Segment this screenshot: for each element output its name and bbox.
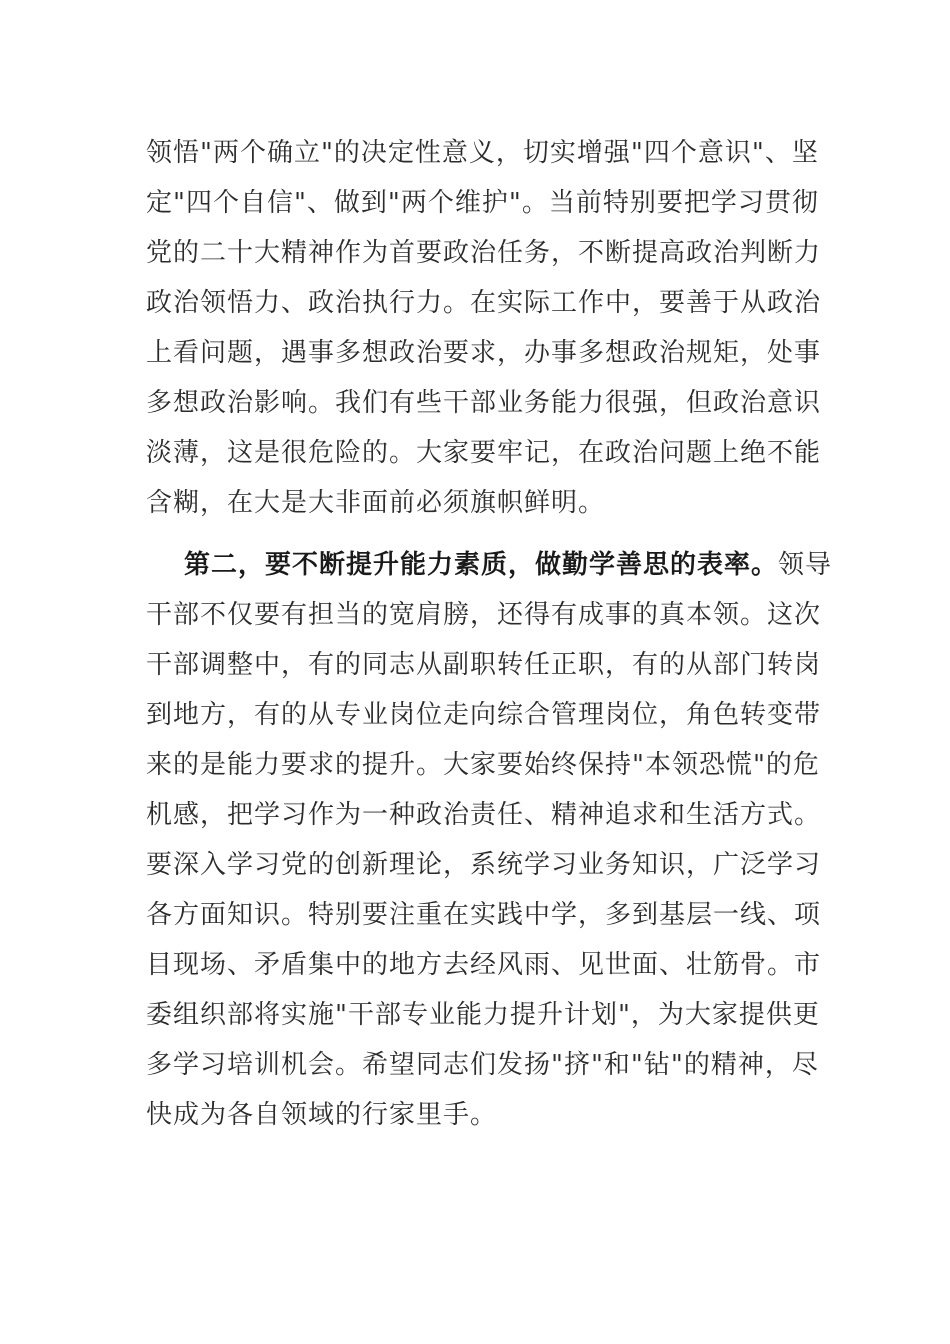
paragraph2-line-7: 要深入学习党的创新理论，系统学习业务知识，广泛学习 bbox=[146, 850, 822, 880]
paragraph1-line-8: 含糊，在大是大非面前必须旗帜鲜明。 bbox=[146, 488, 606, 518]
paragraph2-line-10: 委组织部将实施"干部专业能力提升计划"，为大家提供更 bbox=[146, 1000, 820, 1030]
paragraph1-line-3: 党的二十大精神作为首要政治任务，不断提高政治判断力 bbox=[146, 238, 822, 268]
paragraph2-line-3: 干部调整中，有的同志从副职转任正职，有的从部门转岗 bbox=[146, 650, 822, 680]
paragraph1-line-4: 政治领悟力、政治执行力。在实际工作中，要善于从政治 bbox=[146, 288, 822, 318]
paragraph1-line-5: 上看问题，遇事多想政治要求，办事多想政治规矩，处事 bbox=[146, 338, 822, 368]
paragraph2-line-4: 到地方，有的从专业岗位走向综合管理岗位，角色转变带 bbox=[146, 700, 822, 730]
paragraph2-line-8: 各方面知识。特别要注重在实践中学，多到基层一线、项 bbox=[146, 900, 822, 930]
paragraph2-first-line bbox=[184, 540, 833, 590]
paragraph1-line-2: 定"四个自信"、做到"两个维护"。当前特别要把学习贯彻 bbox=[146, 188, 819, 218]
paragraph2-line-9: 目现场、矛盾集中的地方去经风雨、见世面、壮筋骨。市 bbox=[146, 950, 822, 980]
paragraph1-line-1: 领悟"两个确立"的决定性意义，切实增强"四个意识"、坚 bbox=[146, 138, 819, 168]
paragraph2-line-6: 机感，把学习作为一种政治责任、精神追求和生活方式。 bbox=[146, 800, 822, 830]
paragraph1-line-6: 多想政治影响。我们有些干部业务能力很强，但政治意识 bbox=[146, 388, 822, 418]
paragraph2-line-5: 来的是能力要求的提升。大家要始终保持"本领恐慌"的危 bbox=[146, 750, 820, 780]
paragraph2-heading: 第二，要不断提升能力素质，做勤学善思的表率。 bbox=[184, 550, 779, 580]
paragraph2-first-line-rest: 领导 bbox=[778, 550, 833, 580]
paragraph2-line-12: 快成为各自领域的行家里手。 bbox=[146, 1100, 498, 1130]
paragraph2-line-11: 多学习培训机会。希望同志们发扬"挤"和"钻"的精神，尽 bbox=[146, 1050, 819, 1080]
paragraph1-line-7: 淡薄，这是很危险的。大家要牢记，在政治问题上绝不能 bbox=[146, 438, 822, 468]
paragraph2-line-2: 干部不仅要有担当的宽肩膀，还得有成事的真本领。这次 bbox=[146, 600, 822, 630]
